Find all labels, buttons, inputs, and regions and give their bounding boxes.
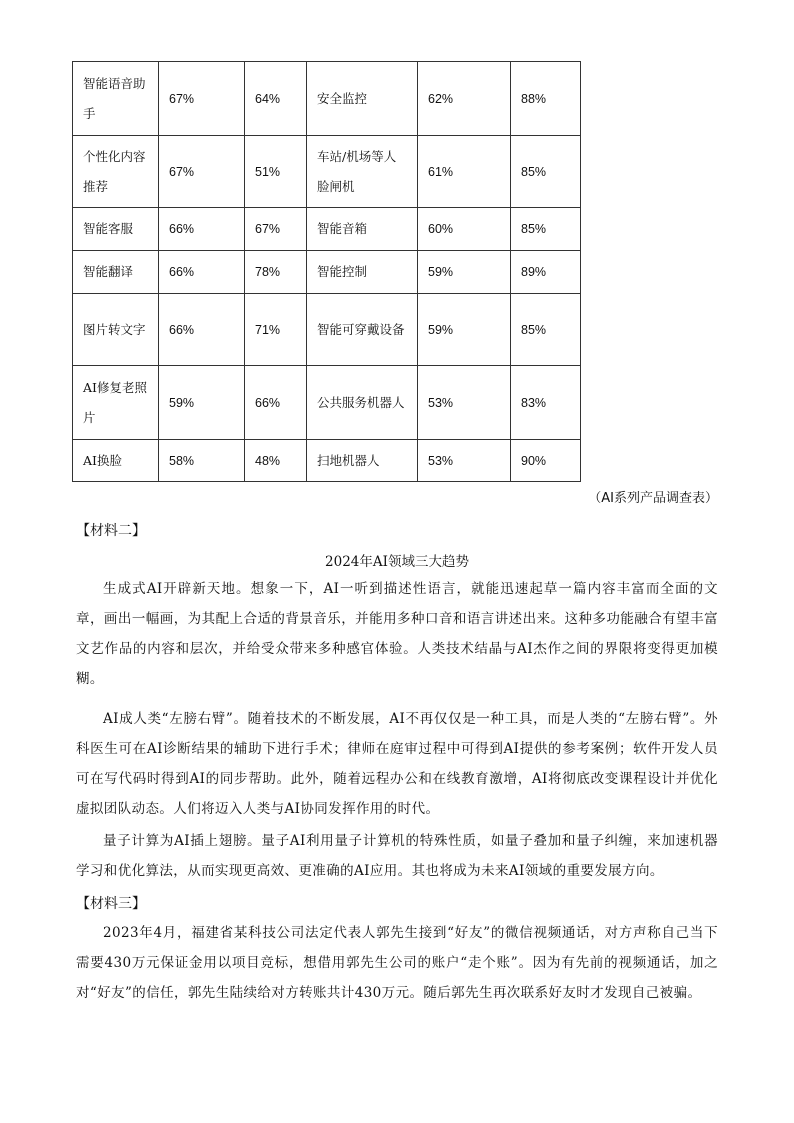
table-row <box>73 251 581 294</box>
table-cell: 66% <box>159 208 245 251</box>
table-cell: 67% <box>245 208 307 251</box>
table-cell: 智能可穿戴设备 <box>307 294 418 366</box>
table-caption: （AI系列产品调查表） <box>588 491 718 506</box>
table-cell: 59% <box>418 251 511 294</box>
table-cell: 智能音箱 <box>307 208 418 251</box>
table-cell: 90% <box>511 440 581 482</box>
table-cell: 车站/机场等人脸闸机 <box>307 136 418 208</box>
table-cell: 85% <box>511 208 581 251</box>
table-cell: 89% <box>511 251 581 294</box>
table-cell: 85% <box>511 294 581 366</box>
table-cell: 66% <box>159 251 245 294</box>
table-cell: AI修复老照片 <box>73 366 159 440</box>
table-cell: 51% <box>245 136 307 208</box>
table-cell: 48% <box>245 440 307 482</box>
table-cell: 61% <box>418 136 511 208</box>
table-cell: AI换脸 <box>73 440 159 482</box>
table-row <box>73 208 581 251</box>
table-cell: 60% <box>418 208 511 251</box>
table-row <box>73 136 581 208</box>
table-cell: 64% <box>245 62 307 136</box>
table-row <box>73 62 581 136</box>
table-cell: 53% <box>418 366 511 440</box>
table-cell: 71% <box>245 294 307 366</box>
table-cell: 66% <box>245 366 307 440</box>
material-two-title: 2024年AI领域三大趋势 <box>325 554 469 570</box>
table-cell: 扫地机器人 <box>307 440 418 482</box>
material-two-paragraph-1: 生成式AI开辟新天地。想象一下，AI一听到描述性语言，就能迅速起草一篇内容丰富而全面的文章，画出一幅画，为其配上合适的背景音乐，并能用多种口音和语言讲述出来。这种多功能融合有望丰富文艺作品的内容和层次，并给受众带来多种感官体验。人类技术结晶与AI杰作之间的界限将变得更加模糊。 <box>76 581 718 687</box>
material-three-paragraph-1: 2023年4月，福建省某科技公司法定代表人郭先生接到“好友”的微信视频通话，对方声称自己当下需要430万元保证金用以项目竞标，想借用郭先生公司的账户“走个账”。因为有先前的视频通话，加之对“好友”的信任，郭先生陆续给对方转账共计430万元。随后郭先生再次联系好友时才发现自己被骗。 <box>76 925 718 1001</box>
table-cell: 安全监控 <box>307 62 418 136</box>
ai-product-survey-table <box>72 61 581 482</box>
material-two-heading: 【材料二】 <box>76 523 146 539</box>
table-cell: 53% <box>418 440 511 482</box>
table-cell: 智能语音助手 <box>73 62 159 136</box>
table-cell: 个性化内容推荐 <box>73 136 159 208</box>
table-cell: 88% <box>511 62 581 136</box>
table-cell: 智能客服 <box>73 208 159 251</box>
table-row <box>73 366 581 440</box>
table-cell: 公共服务机器人 <box>307 366 418 440</box>
table-cell: 67% <box>159 62 245 136</box>
table-cell: 66% <box>159 294 245 366</box>
material-two-paragraph-2: AI成人类“左膀右臂”。随着技术的不断发展，AI不再仅仅是一种工具，而是人类的“左膀右臂”。外科医生可在AI诊断结果的辅助下进行手术；律师在庭审过程中可得到AI提供的参考案例；软件开发人员可在写代码时得到AI的同步帮助。此外，随着远程办公和在线教育激增，AI将彻底改变课程设计并优化虚拟团队动态。人们将迈入人类与AI协同发挥作用的时代。 <box>76 711 718 817</box>
material-two-paragraph-3: 量子计算为AI插上翅膀。量子AI利用量子计算机的特殊性质，如量子叠加和量子纠缠，来加速机器学习和优化算法，从而实现更高效、更准确的AI应用。其也将成为未来AI领域的重要发展方向。 <box>76 833 718 879</box>
table-cell: 83% <box>511 366 581 440</box>
table-cell: 62% <box>418 62 511 136</box>
table-cell: 85% <box>511 136 581 208</box>
table-row <box>73 294 581 366</box>
table-cell: 78% <box>245 251 307 294</box>
table-cell: 58% <box>159 440 245 482</box>
table-cell: 智能翻译 <box>73 251 159 294</box>
table-cell: 图片转文字 <box>73 294 159 366</box>
material-three-heading: 【材料三】 <box>76 896 146 912</box>
table-cell: 67% <box>159 136 245 208</box>
table-cell: 智能控制 <box>307 251 418 294</box>
table-cell: 59% <box>418 294 511 366</box>
table-row <box>73 440 581 482</box>
table-cell: 59% <box>159 366 245 440</box>
